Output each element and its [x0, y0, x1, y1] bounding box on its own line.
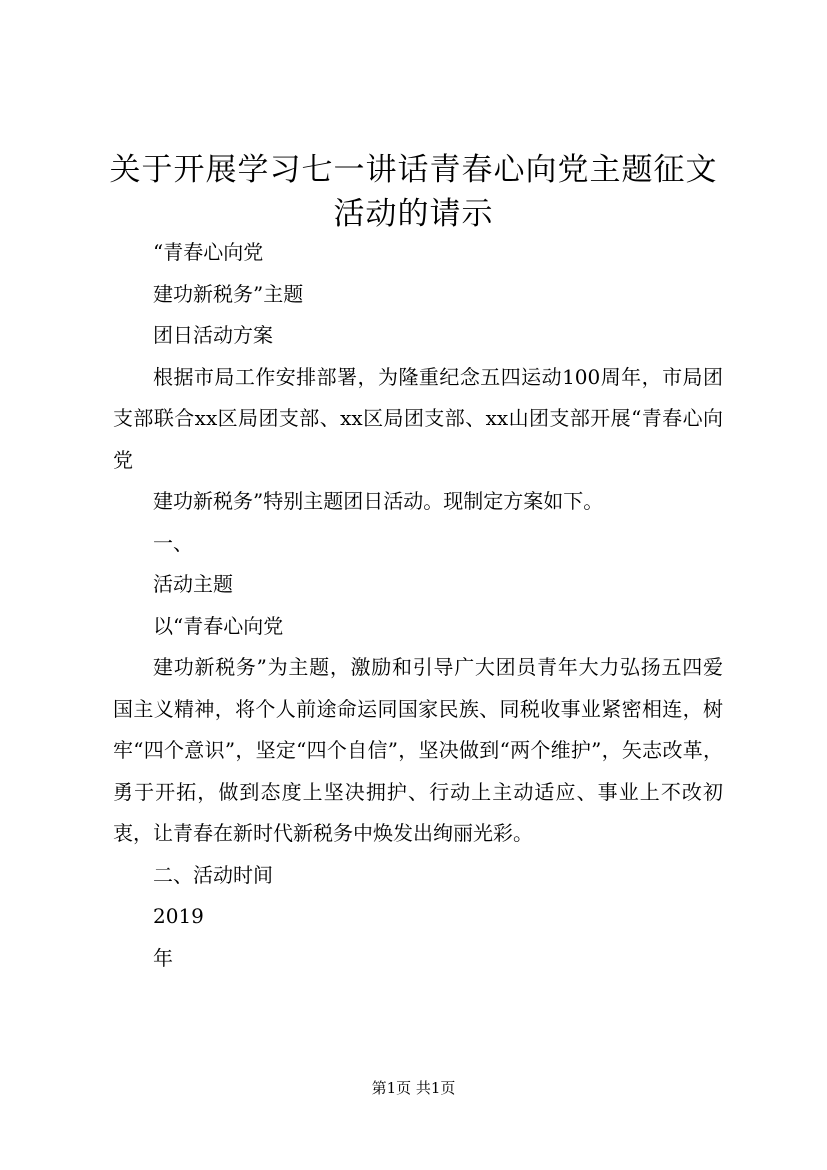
paragraph: 活动主题: [153, 572, 233, 596]
document-title: 关于开展学习七一讲话青春心向党主题征文活动的请示: [109, 152, 718, 232]
paragraph: 建功新税务”主题: [153, 281, 304, 306]
paragraph: 建功新税务”为主题，激励和引导广大团员青年大力弘扬五四爱国主义精神，将个人前途命运同国家民族、同税收事业紧密相连，树牢“四个意识”，坚定“四个自信”，坚决做到“两个维护”，矢志改革，勇于开拓，做到态度上坚决拥护、行动上主动适应、事业上不改初衷，让青春在新时代新税务中焕发出绚丽光彩。: [113, 655, 723, 845]
paragraph: 一、: [153, 530, 193, 555]
paragraph: 团日活动方案: [153, 323, 273, 347]
paragraph: “青春心向党: [153, 240, 264, 264]
paragraph: 年: [153, 945, 173, 970]
page-footer: 第1页 共1页: [371, 1079, 456, 1097]
paragraph: 建功新税务”特别主题团日活动。现制定方案如下。: [153, 489, 604, 513]
paragraph: 根据市局工作安排部署，为隆重纪念五四运动100周年，市局团支部联合xx区局团支部、xx区局团支部、xx山团支部开展“青春心向党: [113, 364, 723, 472]
paragraph: 二、活动时间: [153, 862, 273, 887]
paragraph: 2019: [153, 904, 204, 928]
paragraph: 以“青春心向党: [153, 613, 284, 638]
document-body: [113, 232, 723, 979]
